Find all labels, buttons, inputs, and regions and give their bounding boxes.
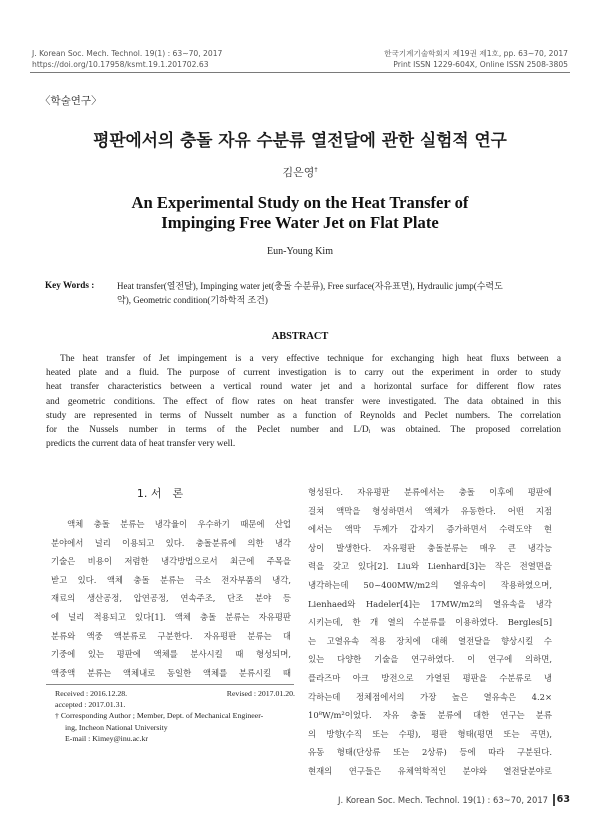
footer-separator	[553, 794, 555, 806]
body-line: 플라즈마 아크 방전으로 가열된 평판을 수분류로 냉	[308, 672, 552, 683]
body-line: 에서는 액막 두께가 갑자기 증가하면서 수력도약 현	[308, 524, 552, 535]
keywords-text	[117, 280, 565, 307]
footnote	[55, 688, 295, 744]
body-line: Lienhaed와 Hadeler[4]는 17MW/m2의 열유속을 냉각	[308, 598, 552, 609]
corresponding-author: † Corresponding Author ; Member, Dept. of Mechanical Engineer-	[55, 711, 264, 721]
abstract-line: study are represented in terms of Nusselt number as a function of Reynolds and Peclet numbers. The correlation	[46, 410, 561, 421]
abstract-line: heated plate and a fluid. The purpose of current investigation is to carry out the experiment in order to study	[46, 368, 561, 379]
issn: Print ISSN 1229-604X, Online ISSN 2508-3805	[393, 60, 568, 69]
author-korean-name: 김은영	[282, 166, 315, 179]
corresponding-affiliation: ing, Incheon National University	[65, 722, 168, 732]
body-line: 기중에 있는 평판에 액체를 분사시킬 때 형성되며,	[51, 649, 291, 660]
revised-date: Revised : 2017.01.20.	[226, 689, 295, 698]
keywords-line1: Heat transfer(열전달), Impinging water jet(충돌 수분류), Free surface(자유표면), Hydraulic jump(수력도	[117, 281, 503, 291]
abstract-heading: ABSTRACT	[271, 331, 329, 342]
footnote-rule	[46, 684, 294, 685]
journal-citation: J. Korean Soc. Mech. Technol. 19(1) : 63~70, 2017	[32, 49, 223, 58]
corresponding-mark: †	[314, 166, 318, 174]
section-heading-introduction: 1. 서 론	[136, 487, 184, 500]
title-english-line2: Impinging Free Water Jet on Flat Plate	[161, 213, 439, 232]
body-line: 유동 형태(단상류 또는 2상류) 등에 따라 구분된다.	[308, 747, 552, 758]
body-line: 형성된다. 자유평판 분류에서는 충돌 이후에 평판에	[308, 487, 552, 497]
abstract-line: predicts the current data of heat transfer very well.	[46, 439, 236, 450]
header-rule	[30, 72, 570, 73]
abstract-body	[46, 352, 561, 451]
author-english: Eun-Young Kim	[267, 246, 333, 257]
doi-link[interactable]: https://doi.org/10.17958/ksmt.19.1.201702.63	[32, 60, 209, 69]
abstract-line: heat transfer characteristics between a vertical round water jet and a horizontal surface for different flow rates	[46, 382, 561, 393]
abstract-line: and geometric conditions. The effect of flow rates on heat transfer were investigated. The data obtained in this	[46, 396, 561, 407]
body-line: 냉각하는데 50~400MW/m2의 열유속이 작용하였으며,	[308, 579, 552, 590]
left-column-body	[51, 515, 291, 682]
section-tag: 〈학술연구〉	[40, 95, 102, 107]
accepted-date: accepted : 2017.01.31.	[55, 700, 126, 710]
body-line: 재료의 생산공정, 압연공정, 연속주조, 단조 분야 등	[51, 593, 291, 604]
body-line: 액체 충돌 분류는 냉각율이 우수하기 때문에 산업	[51, 519, 291, 529]
title-korean: 평판에서의 충돌 자유 수분류 열전달에 관한 실험적 연구	[93, 130, 507, 150]
body-line: 현재의 연구들은 유체역학적인 분야와 열전달분야로	[308, 765, 552, 776]
body-line: 10⁸W/m²이었다. 자유 충돌 분류에 대한 연구는 분류	[308, 710, 552, 721]
title-english-line1: An Experimental Study on the Heat Transfer of	[131, 193, 469, 212]
body-line: 의 방향(수직 또는 수평), 평판 형태(평면 또는 곡면),	[308, 728, 552, 739]
abstract-line: The heat transfer of Jet impingement is a very effective technique for exchanging high heat fluxs between a	[60, 354, 561, 364]
right-column-body	[308, 483, 552, 781]
body-line: 받고 있다. 액체 충돌 분류는 극소 전자부품의 냉각,	[51, 574, 291, 585]
body-line: 상이 발생한다. 자유평판 충돌분류는 매우 큰 냉각능	[308, 542, 552, 553]
keywords-label: Key Words :	[45, 280, 95, 290]
body-line: 에 널리 적용되고 있다[1]. 액체 충돌 분류는 자유평판	[51, 611, 291, 622]
body-line: 력을 갖고 있다[2]. Liu와 Lienhard[3]는 작은 전열면을	[308, 561, 552, 572]
body-line: 걸쳐 액막을 형성하면서 액체가 유동한다. 어떤 지점	[308, 505, 552, 516]
body-line: 는 고열유속 적용 장치에 대해 열전달을 향상시킬 수	[308, 635, 552, 646]
body-line: 있는 다양한 기술을 연구하였다. 이 연구에 의하면,	[308, 654, 552, 665]
abstract-line: for the Nussels number in terms of the Peclet number and L/Dᵢ was obtained. The proposed correlation	[46, 425, 561, 436]
footnote-dates	[55, 688, 295, 699]
journal-citation-kr: 한국기계기술학회지 제19권 제1호, pp. 63~70, 2017	[384, 49, 568, 58]
received-date: Received : 2016.12.28.	[55, 689, 128, 698]
body-line: 액중액 분류는 액체내로 동일한 액체를 분류시킬 때	[51, 667, 291, 678]
page-number: 63	[556, 794, 570, 805]
body-line: 분야에서 널리 이용되고 있다. 충돌분류에 의한 냉각	[51, 537, 291, 548]
footer-citation: J. Korean Soc. Mech. Technol. 19(1) : 63~70, 2017	[338, 795, 548, 805]
corresponding-email[interactable]: E-mail : Kimey@inu.ac.kr	[65, 733, 148, 743]
body-line: 기술은 비용이 저렴한 냉각방법으로서 최근에 주목을	[51, 556, 291, 567]
body-line: 각하는데 정체점에서의 가장 높은 열유속은 4.2×	[308, 691, 552, 702]
body-line: 시키는데, 한 개 열의 수분류를 이용하였다. Bergles[5]	[308, 617, 552, 628]
body-line: 분류와 액중 액분류로 구분한다. 자유평판 분류는 대	[51, 630, 291, 641]
author-korean	[0, 164, 600, 180]
keywords-line2: 약), Geometric condition(기하학적 조건)	[117, 294, 268, 305]
